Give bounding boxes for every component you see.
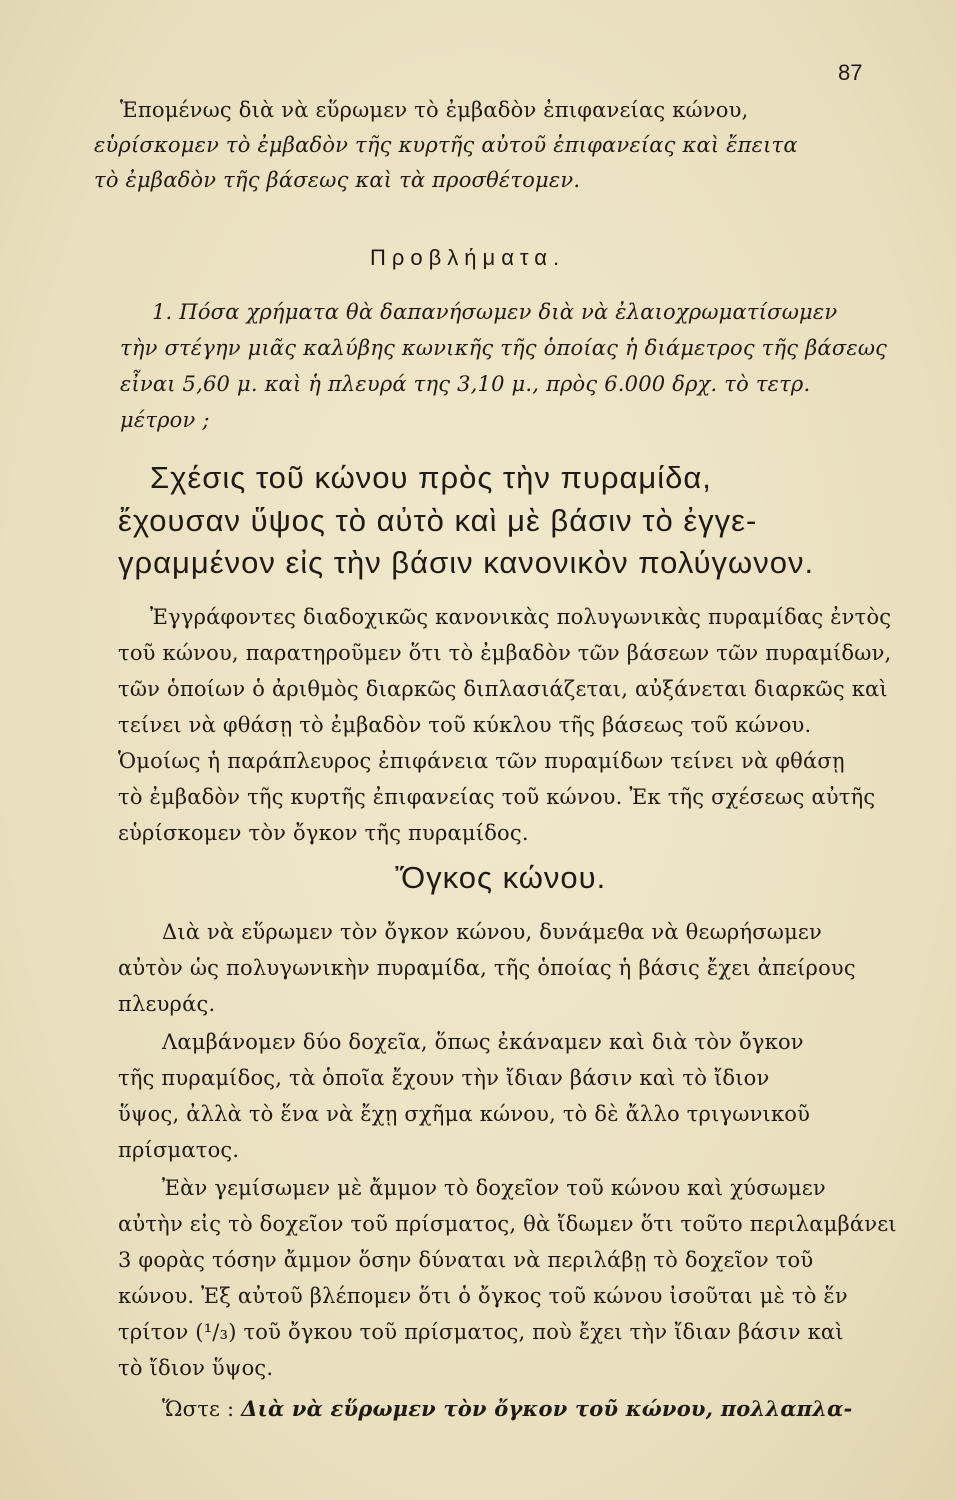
intro-line-2: εὑρίσκομεν τὸ ἐμβαδὸν τῆς κυρτῆς αὐτοῦ ἐπιφανείας καὶ ἔπειτα xyxy=(94,133,798,157)
section2-line-6: ὕψος, ἀλλὰ τὸ ἕνα νὰ ἔχῃ σχῆμα κώνου, τὸ δὲ ἄλλο τριγωνικοῦ xyxy=(118,1102,811,1126)
problem1-line-2: τὴν στέγην μιᾶς καλύβης κωνικῆς τῆς ὁποίας ἡ διάμετρος τῆς βάσεως xyxy=(120,336,888,360)
problem1-line-1: 1. Πόσα χρήματα θὰ δαπανήσωμεν διὰ νὰ ἐλαιοχρωματίσωμεν xyxy=(152,300,838,324)
problems-heading: Προβλήματα. xyxy=(370,245,566,270)
final-line-bold-text: Διὰ νὰ εὕρωμεν τὸν ὄγκον τοῦ κώνου, πολλαπλα- xyxy=(241,1396,853,1421)
section-title-line-1: Σχέσις τοῦ κώνου πρὸς τὴν πυραμίδα, xyxy=(150,460,712,495)
intro-line-1 xyxy=(120,98,749,122)
section2-line-7: πρίσματος. xyxy=(118,1138,240,1162)
section2-title: Ὄγκος κώνου. xyxy=(395,860,607,895)
section1-line-1: Ἐγγράφοντες διαδοχικῶς κανονικὰς πολυγωνικὰς πυραμίδας ἐντὸς xyxy=(150,605,892,629)
page-number: 87 xyxy=(838,60,863,85)
intro-line-3: τὸ ἐμβαδὸν τῆς βάσεως καὶ τὰ προσθέτομεν. xyxy=(94,168,581,192)
section2-line-13: τὸ ἴδιον ὕψος. xyxy=(118,1356,274,1380)
intro-text: Ἑπομένως διὰ νὰ εὕρωμεν τὸ ἐμβαδὸν ἐπιφανείας κώνου, xyxy=(120,98,749,122)
section2-line-10: 3 φορὰς τόσην ἄμμον ὅσην δύναται νὰ περιλάβῃ τὸ δοχεῖον τοῦ xyxy=(118,1248,814,1272)
section2-line-5: τῆς πυραμίδος, τὰ ὁποῖα ἔχουν τὴν ἴδιαν βάσιν καὶ τὸ ἴδιον xyxy=(118,1066,770,1090)
section-title-line-2: ἔχουσαν ὕψος τὸ αὐτὸ καὶ μὲ βάσιν τὸ ἐγγε- xyxy=(118,503,758,538)
section1-line-6: τὸ ἐμβαδὸν τῆς κυρτῆς ἐπιφανείας τοῦ κώνου. Ἐκ τῆς σχέσεως αὐτῆς xyxy=(118,785,876,809)
section1-line-5: Ὁμοίως ἡ παράπλευρος ἐπιφάνεια τῶν πυραμίδων τείνει νὰ φθάσῃ xyxy=(118,749,845,773)
section2-line-8: Ἐὰν γεμίσωμεν μὲ ἄμμον τὸ δοχεῖον τοῦ κώνου καὶ χύσωμεν xyxy=(162,1176,826,1200)
section2-line-3: πλευράς. xyxy=(118,992,216,1016)
section2-line-2: αὐτὸν ὡς πολυγωνικὴν πυραμίδα, τῆς ὁποίας ἡ βάσις ἔχει ἀπείρους xyxy=(118,956,856,980)
section1-line-4: τείνει νὰ φθάσῃ τὸ ἐμβαδὸν τοῦ κύκλου τῆς βάσεως τοῦ κώνου. xyxy=(118,713,812,737)
section1-line-3: τῶν ὁποίων ὁ ἀριθμὸς διαρκῶς διπλασιάζεται, αὐξάνεται διαρκῶς καὶ xyxy=(118,677,888,701)
section-title-line-3: γραμμένον εἰς τὴν βάσιν κανονικὸν πολύγωνον. xyxy=(118,545,815,580)
problem1-line-3: εἶναι 5,60 μ. καὶ ἡ πλευρά της 3,10 μ., πρὸς 6.000 δρχ. τὸ τετρ. xyxy=(120,372,811,396)
section2-line-9: αὐτὴν εἰς τὸ δοχεῖον τοῦ πρίσματος, θὰ ἴδωμεν ὅτι τοῦτο περιλαμβάνει xyxy=(118,1212,897,1236)
section2-line-12: τρίτον (¹/₃) τοῦ ὄγκου τοῦ πρίσματος, ποὺ ἔχει τὴν ἴδιαν βάσιν καὶ xyxy=(118,1320,844,1344)
final-line xyxy=(162,1396,852,1421)
final-line-prefix: Ὥστε : xyxy=(162,1397,235,1421)
section1-line-7: εὑρίσκομεν τὸν ὄγκον τῆς πυραμίδος. xyxy=(118,821,529,845)
section2-line-4: Λαμβάνομεν δύο δοχεῖα, ὅπως ἐκάναμεν καὶ διὰ τὸν ὄγκον xyxy=(162,1030,804,1054)
problem1-line-4: μέτρον ; xyxy=(120,408,210,432)
section2-line-11: κώνου. Ἐξ αὐτοῦ βλέπομεν ὅτι ὁ ὄγκος τοῦ κώνου ἰσοῦται μὲ τὸ ἕν xyxy=(118,1284,848,1308)
section1-line-2: τοῦ κώνου, παρατηροῦμεν ὅτι τὸ ἐμβαδὸν τῶν βάσεων τῶν πυραμίδων, xyxy=(118,641,892,665)
section2-line-1: Διὰ νὰ εὕρωμεν τὸν ὄγκον κώνου, δυνάμεθα νὰ θεωρήσωμεν xyxy=(162,920,822,944)
